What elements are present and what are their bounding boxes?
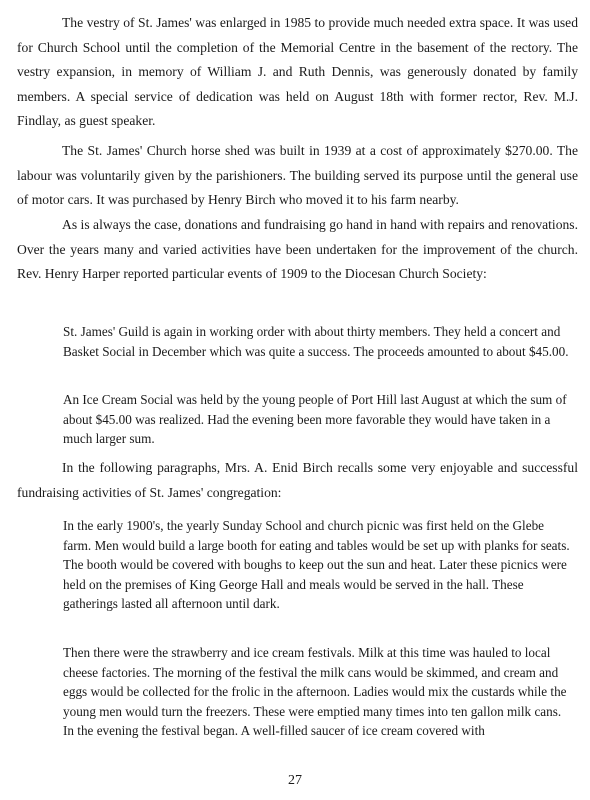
paragraph-birch-recollections: In the following paragraphs, Mrs. A. Enid Birch recalls some very enjoyable and successful fundraising activities of St. James' congregation: xyxy=(17,460,578,500)
paragraph-fundraising: As is always the case, donations and fundraising go hand in hand with repairs and renovations. Over the years many and varied activities have been undertaken for the improvement of the church. Rev. Henry Harper reported particular events of 1909 to the Diocesan Church Society: xyxy=(17,217,578,282)
page-number: 27 xyxy=(288,773,302,788)
quote-festivals: Then there were the strawberry and ice cream festivals. Milk at this time was hauled to local cheese factories. The morning of the festival the milk cans would be skimmed, and cream and eggs would be collected for the frolic in the afternoon. Ladies would mix the custards while the young men would turn the freezers. These were emptied many times into ten gallon milk cans. In the evening the festival began. A well-filled saucer of ice cream covered with xyxy=(63,645,567,739)
paragraph-horse-shed: The St. James' Church horse shed was built in 1939 at a cost of approximately $270.00. The labour was voluntarily given by the parishioners. The building served its purpose until the general use of motor cars. It was purchased by Henry Birch who moved it to his farm nearby. xyxy=(17,143,578,208)
quote-ice-cream-social: An Ice Cream Social was held by the young people of Port Hill last August at which the sum of about $45.00 was realized. Had the evening been more favorable they would have taken in a much larger sum. xyxy=(63,392,567,447)
quote-picnic: In the early 1900's, the yearly Sunday School and church picnic was first held on the Glebe farm. Men would build a large booth for eating and tables would be set up with planks for seats. The booth would be covered with boughs to keep out the sun and heat. Later these picnics were held on the premises of King George Hall and meals would be served in the hall. These gatherings lasted all afternoon until dark. xyxy=(63,518,570,612)
paragraph-vestry: The vestry of St. James' was enlarged in 1985 to provide much needed extra space. It was used for Church School until the completion of the Memorial Centre in the basement of the rectory. The vestry expansion, in memory of William J. and Ruth Dennis, was generously donated by family members. A special service of dedication was held on August 18th with former rector, Rev. M.J. Findlay, as guest speaker. xyxy=(17,15,578,129)
quote-guild: St. James' Guild is again in working order with about thirty members. They held a concert and Basket Social in December which was quite a success. The proceeds amounted to about $45.00. xyxy=(63,324,569,359)
